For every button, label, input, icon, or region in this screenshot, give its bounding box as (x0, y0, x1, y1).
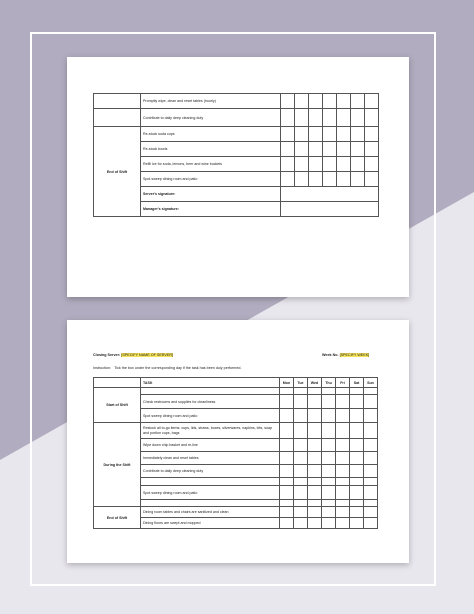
checkbox-cell[interactable] (337, 142, 351, 157)
instruction-label: Instruction: (93, 366, 112, 370)
checkbox-cell[interactable] (364, 452, 378, 465)
checkbox-cell[interactable] (280, 465, 294, 478)
checkbox-cell[interactable] (308, 465, 322, 478)
checkbox-cell[interactable] (280, 507, 294, 518)
checkbox-cell[interactable] (350, 388, 364, 395)
header-blank-cell (94, 378, 141, 388)
checkbox-cell[interactable] (350, 518, 364, 529)
checkbox-cell[interactable] (322, 478, 336, 486)
checkbox-cell[interactable] (364, 500, 378, 507)
checkbox-cell[interactable] (309, 94, 323, 109)
checkbox-cell[interactable] (294, 388, 308, 395)
checkbox-cell[interactable] (364, 507, 378, 518)
checkbox-cell[interactable] (323, 127, 337, 142)
checkbox-cell[interactable] (308, 439, 322, 452)
task-cell: Wipe down chip basket and re-line (141, 439, 280, 452)
task-cell (141, 388, 280, 395)
checkbox-cell[interactable] (322, 439, 336, 452)
checkbox-cell[interactable] (350, 439, 364, 452)
checkbox-cell[interactable] (336, 486, 350, 500)
closing-server-line (93, 353, 173, 357)
day-header-sat: Sat (350, 378, 364, 388)
checkbox-cell[interactable] (295, 172, 309, 187)
checkbox-cell[interactable] (322, 465, 336, 478)
task-cell (141, 478, 280, 486)
section-cell (94, 94, 141, 109)
checkbox-cell[interactable] (281, 142, 295, 157)
checkbox-cell[interactable] (336, 388, 350, 395)
checkbox-cell[interactable] (323, 109, 337, 127)
checkbox-cell[interactable] (280, 409, 294, 423)
checkbox-cell[interactable] (322, 507, 336, 518)
checkbox-cell[interactable] (322, 409, 336, 423)
day-header-sun: Sun (364, 378, 378, 388)
checkbox-cell[interactable] (337, 157, 351, 172)
checkbox-cell[interactable] (364, 409, 378, 423)
checkbox-cell[interactable] (364, 423, 378, 439)
checkbox-cell[interactable] (322, 395, 336, 409)
manager-signature-field[interactable] (281, 202, 379, 217)
checkbox-cell[interactable] (323, 172, 337, 187)
checkbox-cell[interactable] (281, 127, 295, 142)
section-cell (94, 109, 141, 127)
checkbox-cell[interactable] (294, 507, 308, 518)
checkbox-cell[interactable] (280, 518, 294, 529)
table-row (94, 507, 378, 518)
checkbox-cell[interactable] (365, 127, 379, 142)
checkbox-cell[interactable] (351, 172, 365, 187)
checkbox-cell[interactable] (365, 142, 379, 157)
table-row (94, 423, 378, 439)
checkbox-cell[interactable] (322, 500, 336, 507)
instruction-text: Tick the box under the corresponding day if the task has been duly performed. (114, 366, 242, 370)
task-cell: Promptly wipe, clean and reset tables (hourly) (141, 94, 281, 109)
checkbox-cell[interactable] (295, 109, 309, 127)
week-label: Week No. (322, 353, 339, 357)
checkbox-cell[interactable] (365, 94, 379, 109)
task-cell: Contribute to daily deep cleaning duty (141, 109, 281, 127)
task-cell: Immediately clean and reset tables (141, 452, 280, 465)
table-row (94, 109, 379, 127)
checkbox-cell[interactable] (308, 478, 322, 486)
checkbox-cell[interactable] (309, 142, 323, 157)
checkbox-cell[interactable] (364, 465, 378, 478)
task-cell: Re-stock soda cups (141, 127, 281, 142)
checkbox-cell[interactable] (308, 388, 322, 395)
checkbox-cell[interactable] (308, 507, 322, 518)
day-header-fri: Fri (336, 378, 350, 388)
checkbox-cell[interactable] (322, 486, 336, 500)
checkbox-cell[interactable] (365, 109, 379, 127)
checkbox-cell[interactable] (350, 465, 364, 478)
checkbox-cell[interactable] (350, 500, 364, 507)
checkbox-cell[interactable] (309, 127, 323, 142)
checklist-table-page-1 (93, 93, 379, 217)
task-cell (141, 500, 280, 507)
task-cell: Spot sweep dining room and patio (141, 172, 281, 187)
document-page-1 (67, 57, 409, 297)
checkbox-cell[interactable] (364, 439, 378, 452)
instruction-line (93, 366, 242, 370)
checkbox-cell[interactable] (337, 172, 351, 187)
closing-server-label: Closing Server: (93, 353, 121, 357)
checkbox-cell[interactable] (309, 157, 323, 172)
checkbox-cell[interactable] (294, 465, 308, 478)
task-cell: Dining floors are swept and mopped (141, 518, 280, 529)
checkbox-cell[interactable] (295, 142, 309, 157)
checkbox-cell[interactable] (294, 423, 308, 439)
checkbox-cell[interactable] (280, 395, 294, 409)
checkbox-cell[interactable] (323, 94, 337, 109)
checkbox-cell[interactable] (322, 452, 336, 465)
task-cell: Spot sweep dining room and patio (141, 486, 280, 500)
checkbox-cell[interactable] (336, 465, 350, 478)
checkbox-cell[interactable] (294, 439, 308, 452)
checkbox-cell[interactable] (336, 409, 350, 423)
task-cell: Spot sweep dining room and patio (141, 409, 280, 423)
checkbox-cell[interactable] (336, 395, 350, 409)
week-value[interactable]: [SPECIFY WEEK] (339, 353, 370, 357)
checkbox-cell[interactable] (295, 94, 309, 109)
checkbox-cell[interactable] (336, 507, 350, 518)
table-row (94, 94, 379, 109)
checkbox-cell[interactable] (294, 500, 308, 507)
checkbox-cell[interactable] (351, 109, 365, 127)
task-cell: Dining room tables and chairs are sanitized and clean (141, 507, 280, 518)
section-label-end-of-shift: End of Shift (94, 127, 141, 217)
checkbox-cell[interactable] (336, 452, 350, 465)
checkbox-cell[interactable] (280, 388, 294, 395)
checkbox-cell[interactable] (294, 518, 308, 529)
section-label-end-of-shift: End of Shift (94, 507, 141, 529)
checkbox-cell[interactable] (281, 157, 295, 172)
checkbox-cell[interactable] (308, 518, 322, 529)
checkbox-cell[interactable] (351, 142, 365, 157)
day-header-tue: Tue (294, 378, 308, 388)
checkbox-cell[interactable] (365, 172, 379, 187)
checkbox-cell[interactable] (295, 157, 309, 172)
checkbox-cell[interactable] (350, 486, 364, 500)
checkbox-cell[interactable] (308, 409, 322, 423)
checkbox-cell[interactable] (364, 518, 378, 529)
checkbox-cell[interactable] (336, 478, 350, 486)
checkbox-cell[interactable] (280, 423, 294, 439)
checkbox-cell[interactable] (364, 486, 378, 500)
checkbox-cell[interactable] (308, 395, 322, 409)
checkbox-cell[interactable] (336, 500, 350, 507)
checkbox-cell[interactable] (350, 409, 364, 423)
checkbox-cell[interactable] (322, 423, 336, 439)
day-header-wed: Wed (308, 378, 322, 388)
task-cell: Restock all to-go items: cups, lids, straws, boxes, silverwares, napkins, bits, soap and portion cups, bags (141, 423, 280, 439)
checkbox-cell[interactable] (336, 439, 350, 452)
day-header-mon: Mon (280, 378, 294, 388)
checkbox-cell[interactable] (295, 127, 309, 142)
manager-signature-label: Manager's signature: (141, 202, 281, 217)
checkbox-cell[interactable] (337, 127, 351, 142)
checkbox-cell[interactable] (294, 478, 308, 486)
checkbox-cell[interactable] (280, 478, 294, 486)
task-cell: Contribute to daily deep cleaning duty (141, 465, 280, 478)
checkbox-cell[interactable] (322, 518, 336, 529)
checkbox-cell[interactable] (280, 500, 294, 507)
checkbox-cell[interactable] (364, 395, 378, 409)
checkbox-cell[interactable] (308, 423, 322, 439)
checkbox-cell[interactable] (337, 94, 351, 109)
checkbox-cell[interactable] (350, 507, 364, 518)
task-cell: Re-stock bowls (141, 142, 281, 157)
closing-server-value[interactable]: [SPECIFY NAME OF SERVER] (121, 353, 174, 357)
checkbox-cell[interactable] (280, 486, 294, 500)
checkbox-cell[interactable] (337, 109, 351, 127)
checkbox-cell[interactable] (350, 452, 364, 465)
server-signature-label: Server's signature: (141, 187, 281, 202)
checkbox-cell[interactable] (323, 157, 337, 172)
checkbox-cell[interactable] (294, 486, 308, 500)
checkbox-cell[interactable] (281, 109, 295, 127)
day-header-thu: Thu (322, 378, 336, 388)
checkbox-cell[interactable] (365, 157, 379, 172)
checkbox-cell[interactable] (280, 439, 294, 452)
task-header: TASK (141, 378, 280, 388)
checkbox-cell[interactable] (350, 423, 364, 439)
checkbox-cell[interactable] (323, 142, 337, 157)
table-row (94, 388, 378, 395)
checkbox-cell[interactable] (322, 388, 336, 395)
checkbox-cell[interactable] (294, 395, 308, 409)
checkbox-cell[interactable] (351, 94, 365, 109)
server-signature-field[interactable] (281, 187, 379, 202)
checkbox-cell[interactable] (336, 518, 350, 529)
section-label-during-the-shift: During the Shift (94, 423, 141, 507)
checkbox-cell[interactable] (280, 452, 294, 465)
checkbox-cell[interactable] (281, 172, 295, 187)
week-line (322, 353, 369, 357)
checkbox-cell[interactable] (281, 94, 295, 109)
task-cell: Refill ice for soda, lemons, beer and wine buckets (141, 157, 281, 172)
checkbox-cell[interactable] (364, 388, 378, 395)
task-cell: Check restrooms and supplies for cleanliness (141, 395, 280, 409)
document-page-2 (67, 320, 409, 563)
checkbox-cell[interactable] (364, 478, 378, 486)
checkbox-cell[interactable] (294, 409, 308, 423)
checkbox-cell[interactable] (294, 452, 308, 465)
checkbox-cell[interactable] (308, 486, 322, 500)
checkbox-cell[interactable] (308, 452, 322, 465)
checkbox-cell[interactable] (309, 109, 323, 127)
checklist-table-page-2 (93, 377, 378, 529)
checkbox-cell[interactable] (351, 157, 365, 172)
section-label-start-of-shift: Start of Shift (94, 388, 141, 423)
checkbox-cell[interactable] (336, 423, 350, 439)
checkbox-cell[interactable] (350, 395, 364, 409)
header-row (94, 378, 378, 388)
checkbox-cell[interactable] (351, 127, 365, 142)
checkbox-cell[interactable] (350, 478, 364, 486)
table-row (94, 127, 379, 142)
checkbox-cell[interactable] (308, 500, 322, 507)
checkbox-cell[interactable] (309, 172, 323, 187)
